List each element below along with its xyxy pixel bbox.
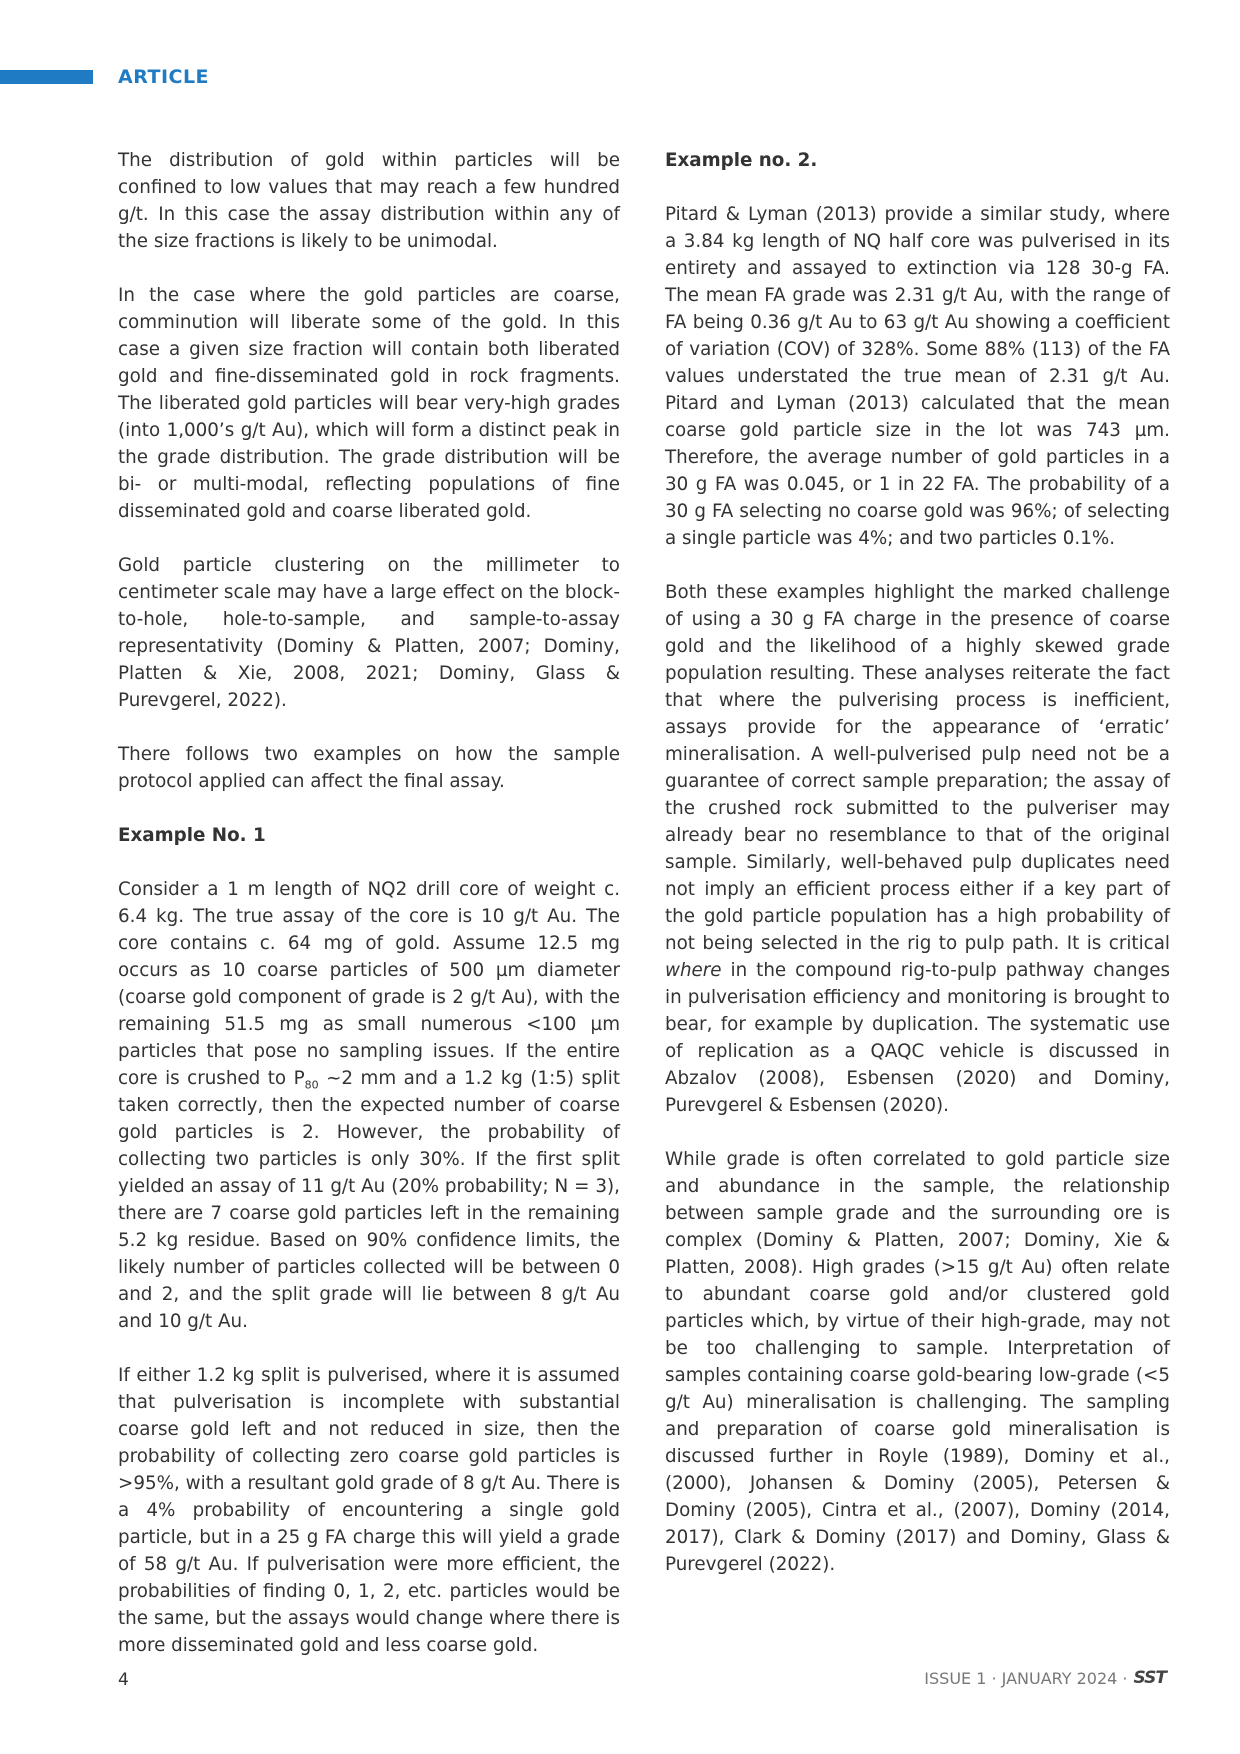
text-run: ~2 mm and a 1.2 kg (1:5) split taken correctly, then the expected number of coarse gold particles is 2. However, the probability of collecting two particles is only 30%. If the first split yielded an assay of 11 g/t Au (20% probability; N = 3), there are 7 coarse gold particles left in the remaining 5.2 kg residue. Based on 90% confidence limits, the likely number of particles collected will be between 0 and 2, and the split grade will lie between 8 g/t Au and 10 g/t Au. xyxy=(118,1068,620,1332)
text-run: Consider a 1 m length of NQ2 drill core of weight c. 6.4 kg. The true assay of the core is 10 g/t Au. The core contains c. 64 mg of gold. Assume 12.5 mg occurs as 10 coarse particles of 500 µm diameter (coarse gold component of grade is 2 g/t Au), with the remaining 51.5 mg as small numerous <100 µm particles that pose no sampling issues. If the entire core is crushed to P xyxy=(118,879,620,1089)
right-column xyxy=(665,147,1170,1605)
paragraph: If either 1.2 kg split is pulverised, where it is assumed that pulverisation is incomplete with substantial coarse gold left and not reduced in size, then the probability of collecting zero coarse gold particles is >95%, with a resultant gold grade of 8 g/t Au. There is a 4% probability of encountering a single gold particle, but in a 25 g FA charge this will yield a grade of 58 g/t Au. If pulverisation were more efficient, the probabilities of finding 0, 1, 2, etc. particles would be the same, but the assays would change where there is more disseminated gold and less coarse gold. xyxy=(118,1365,620,1656)
section-color-bar xyxy=(0,70,93,84)
paragraph xyxy=(665,579,1170,1119)
paragraph xyxy=(118,876,620,1335)
page-number: 4 xyxy=(118,1670,129,1690)
paragraph: Pitard & Lyman (2013) provide a similar study, where a 3.84 kg length of NQ half core was pulverised in its entirety and assayed to extinction via 128 30-g FA. The mean FA grade was 2.31 g/t Au, with the range of FA being 0.36 g/t Au to 63 g/t Au showing a coefficient of variation (COV) of 328%. Some 88% (113) of the FA values understated the true mean of 2.31 g/t Au. Pitard and Lyman (2013) calculated that the mean coarse gold particle size in the lot was 743 µm. Therefore, the average number of gold particles in a 30 g FA was 0.045, or 1 in 22 FA. The probability of a 30 g FA selecting no coarse gold was 96%; of selecting a single particle was 4%; and two particles 0.1%. xyxy=(665,204,1170,549)
section-label: ARTICLE xyxy=(118,66,210,88)
example-1-heading: Example No. 1 xyxy=(118,825,266,846)
left-column xyxy=(118,147,620,1686)
paragraph: The distribution of gold within particles will be confined to low values that may reach a few hundred g/t. In this case the assay distribution within any of the size fractions is likely to be unimodal. xyxy=(118,150,620,252)
emphasis: where xyxy=(665,960,722,981)
sst-logo: SST xyxy=(1133,1668,1166,1688)
paragraph: There follows two examples on how the sample protocol applied can affect the final assay. xyxy=(118,744,620,792)
subscript: 80 xyxy=(304,1078,319,1092)
paragraph: Gold particle clustering on the millimeter to centimeter scale may have a large effect on the block-to-hole, hole-to-sample, and sample-to-assay representativity (Dominy & Platten, 2007; Dominy, Platten & Xie, 2008, 2021; Dominy, Glass & Purevgerel, 2022). xyxy=(118,555,620,711)
example-2-heading: Example no. 2. xyxy=(665,150,818,171)
paragraph: In the case where the gold particles are coarse, comminution will liberate some of the gold. In this case a given size fraction will contain both liberated gold and fine-disseminated gold in rock fragments. The liberated gold particles will bear very-high grades (into 1,000’s g/t Au), which will form a distinct peak in the grade distribution. The grade distribution will be bi- or multi-modal, reflecting populations of fine disseminated gold and coarse liberated gold. xyxy=(118,285,620,522)
text-run: Both these examples highlight the marked challenge of using a 30 g FA charge in the presence of coarse gold and the likelihood of a highly skewed grade population resulting. These analyses reiterate the fact that where the pulverising process is inefficient, assays provide for the appearance of ‘erratic’ mineralisation. A well-pulverised pulp need not be a guarantee of correct sample preparation; the assay of the crushed rock submitted to the pulveriser may already bear no resemblance to that of the original sample. Similarly, well-behaved pulp duplicates need not imply an efficient process either if a key part of the gold particle population has a high probability of not being selected in the rig to pulp path. It is critical xyxy=(665,582,1170,954)
paragraph: While grade is often correlated to gold particle size and abundance in the sample, the relationship between sample grade and the surrounding ore is complex (Dominy & Platten, 2007; Dominy, Xie & Platten, 2008). High grades (>15 g/t Au) often relate to abundant coarse gold and/or clustered gold particles which, by virtue of their high-grade, may not be too challenging to sample. Interpretation of samples containing coarse gold-bearing low-grade (<5 g/t Au) mineralisation is challenging. The sampling and preparation of coarse gold mineralisation is discussed further in Royle (1989), Dominy et al., (2000), Johansen & Dominy (2005), Petersen & Dominy (2005), Cintra et al., (2007), Dominy (2014, 2017), Clark & Dominy (2017) and Dominy, Glass & Purevgerel (2022). xyxy=(665,1149,1170,1575)
text-run: in the compound rig-to-pulp pathway changes in pulverisation efficiency and monitoring is brought to bear, for example by duplication. The systematic use of replication as a QAQC vehicle is discussed in Abzalov (2008), Esbensen (2020) and Dominy, Purevgerel & Esbensen (2020). xyxy=(665,960,1170,1116)
issue-label: ISSUE 1 · JANUARY 2024 · xyxy=(924,1668,1128,1688)
issue-footer xyxy=(924,1668,1166,1688)
